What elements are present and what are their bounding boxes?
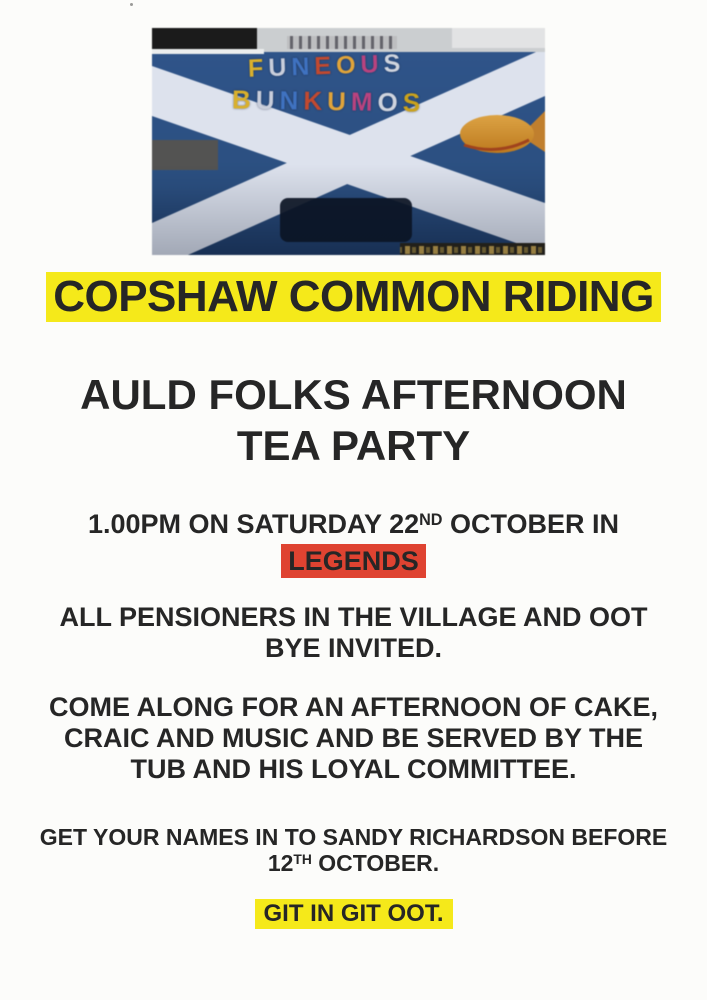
fridge-letters-row2: BUNKUMOS xyxy=(231,84,426,118)
when-block xyxy=(0,508,707,578)
details-block xyxy=(0,692,707,785)
details-line2: CRAIC AND MUSIC AND BE SERVED BY THE xyxy=(63,723,644,753)
footer-banner xyxy=(0,899,707,929)
rsvp-block xyxy=(0,824,707,880)
when-suffix: OCTOBER IN xyxy=(442,509,620,539)
rsvp-suffix: OCTOBER. xyxy=(311,850,440,876)
heading-line2: TEA PARTY xyxy=(236,422,471,469)
venue-line xyxy=(0,544,707,578)
when-line xyxy=(0,508,707,544)
rsvp-line1: GET YOUR NAMES IN TO SANDY RICHARDSON BEFORE xyxy=(39,824,668,850)
invite-block xyxy=(0,602,707,664)
venue-highlight: LEGENDS xyxy=(281,544,426,578)
fridge-letters-row1: FUNEOUS xyxy=(247,49,406,83)
heading-line1: AULD FOLKS AFTERNOON xyxy=(80,371,627,418)
footer-text: GIT IN GIT OOT. xyxy=(255,899,453,929)
title-text: COPSHAW COMMON RIDING xyxy=(46,272,661,322)
details-line1: COME ALONG FOR AN AFTERNOON OF CAKE, xyxy=(49,692,658,722)
when-ordinal: ND xyxy=(419,510,443,529)
invite-line1: ALL PENSIONERS IN THE VILLAGE AND OOT xyxy=(59,602,648,632)
title-banner xyxy=(0,272,707,322)
when-prefix: 1.00PM ON SATURDAY 22 xyxy=(87,509,420,539)
flag-photo xyxy=(152,28,545,255)
rsvp-day: 12 xyxy=(267,850,294,876)
rsvp-line2 xyxy=(0,850,707,880)
rsvp-ordinal: TH xyxy=(293,852,312,868)
invite-line2: BYE INVITED. xyxy=(264,633,443,663)
event-heading xyxy=(0,369,707,471)
scan-artifact-dot xyxy=(130,3,133,6)
details-line3: TUB AND HIS LOYAL COMMITTEE. xyxy=(130,754,577,784)
